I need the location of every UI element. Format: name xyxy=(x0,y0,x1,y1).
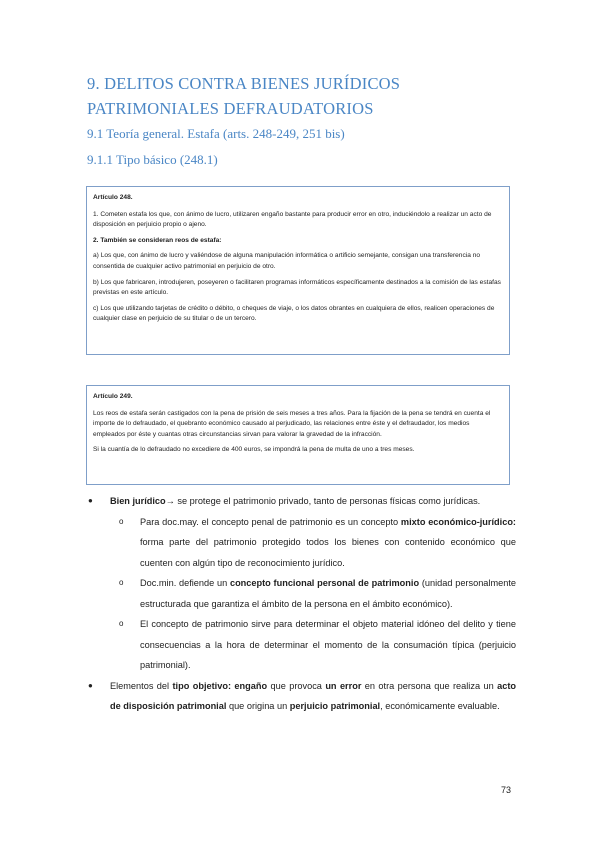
article-paragraph: Los reos de estafa serán castigados con la pena de prisión de seis meses a tres años. Para la fijación de la pena se tendrá en cuenta el importe de lo defraudado, el quebranto económico causado al perjudicado, las relaciones entre éste y el defraudador, los medios empleados por éste y cuantas otras circunstancias sirvan para valorar la gravedad de la infracción. xyxy=(93,409,491,438)
article-paragraph: a) Los que, con ánimo de lucro y valiéndose de alguna manipulación informática o artificio semejante, consigan una transferencia no consentida de cualquier activo patrimonial en perjuicio de otro. xyxy=(93,252,481,270)
article-paragraph: c) Los que utilizando tarjetas de crédito o débito, o cheques de viaje, o los datos obrantes en cualquiera de ellos, realicen operaciones de cualquier clase en perjuicio de su titular o de un tercero. xyxy=(93,304,495,323)
article-title: Artículo 248. xyxy=(93,194,133,201)
article-title: Artículo 249. xyxy=(93,393,133,400)
subsection-heading: 9.1.1 Tipo básico (248.1) xyxy=(87,152,218,167)
circle-bullet-icon: o xyxy=(119,516,124,526)
bullet-icon: ● xyxy=(88,680,93,690)
arrow-icon: → xyxy=(165,496,175,506)
sub-list-item: o Para doc.may. el concepto penal de patrimonio es un concepto mixto económico-jurídico: forma parte del patrimonio protegido todos los bienes con contenido económico que cuenten con algún tipo de reconocimiento jurídico. xyxy=(86,512,516,574)
article-paragraph: 1. Cometen estafa los que, con ánimo de lucro, utilizaren engaño bastante para producir error en otro, induciéndolo a realizar un acto de disposición en perjuicio propio o ajeno. xyxy=(93,210,492,229)
list-item: ● Bien jurídico→ se protege el patrimonio privado, tanto de personas físicas como jurídicas. xyxy=(86,491,516,512)
circle-bullet-icon: o xyxy=(119,578,124,587)
circle-bullet-icon: o xyxy=(119,619,124,628)
article-249-box xyxy=(86,385,510,485)
notes-list xyxy=(86,491,516,717)
article-paragraph: Si la cuantía de lo defraudado no excediere de 400 euros, se impondrá la pena de multa de uno a tres meses. xyxy=(93,446,415,454)
sub-list-item: o Doc.min. defiende un concepto funcional personal de patrimonio (unidad personalmente estructurada que garantiza el ámbito de la persona en el ámbito económico). xyxy=(86,573,516,614)
chapter-heading: 9. DELITOS CONTRA BIENES JURÍDICOS PATRIMONIALES DEFRAUDATORIOS xyxy=(87,74,401,118)
article-248-box xyxy=(86,186,510,355)
page-number: 73 xyxy=(501,785,512,795)
article-paragraph: 2. También se consideran reos de estafa: xyxy=(93,236,222,244)
list-item: ● Elementos del tipo objetivo: engaño que provoca un error en otra persona que realiza un acto de disposición patrimonial que origina un perjuicio patrimonial, económicamente evaluable. xyxy=(86,676,516,717)
sub-list-item: o El concepto de patrimonio sirve para determinar el objeto material idóneo del delito y tiene consecuencias a la hora de determinar el momento de la consumación típica (perjuicio patrimonial). xyxy=(86,614,516,676)
article-paragraph: b) Los que fabricaren, introdujeren, poseyeren o facilitaren programas informáticos específicamente destinados a la comisión de las estafas previstas en este artículo. xyxy=(93,278,501,297)
bullet-icon: ● xyxy=(88,496,93,505)
section-heading: 9.1 Teoría general. Estafa (arts. 248-249, 251 bis) xyxy=(87,126,345,141)
